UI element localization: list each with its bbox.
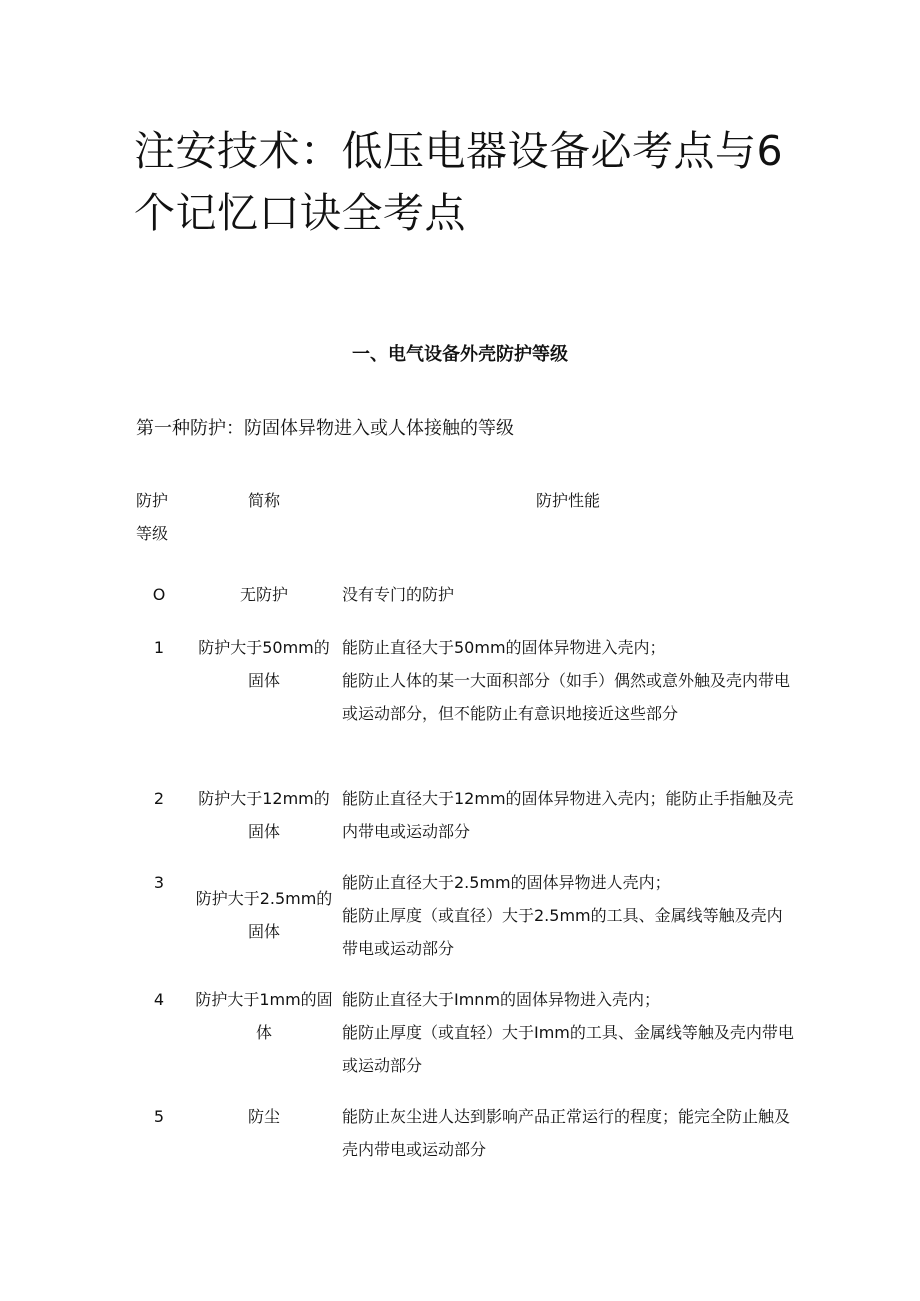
level-value: O — [152, 585, 166, 604]
abbreviation: 无防护 — [239, 585, 288, 604]
header-performance: 防护性能 — [535, 491, 600, 510]
level-value: 4 — [153, 990, 165, 1009]
level-value: 1 — [153, 638, 165, 657]
performance-line: 能防止人体的某一大面积部分（如手）偶然或意外触及壳内带电或运动部分，但不能防止有意识地接近这些部分 — [342, 671, 791, 723]
performance-text — [342, 631, 794, 730]
performance-text — [342, 578, 794, 611]
abbreviation: 防护大于1mm的固体 — [195, 990, 333, 1042]
performance-text — [342, 782, 794, 848]
level-value: 5 — [153, 1107, 165, 1126]
table-header-row — [136, 484, 796, 578]
table-row — [136, 578, 796, 631]
table-row — [136, 983, 796, 1100]
sub-heading: 第一种防护：防固体异物进入或人体接触的等级 — [136, 418, 514, 439]
performance-text — [342, 1100, 794, 1166]
performance-line: 能防止直径大于50mm的固体异物进入壳内； — [342, 638, 666, 657]
table-row — [136, 1100, 796, 1170]
header-abbreviation: 简称 — [247, 491, 280, 510]
performance-line: 能防止直径大于Imnm的固体异物进入壳内； — [342, 990, 661, 1009]
performance-line: 没有专门的防护 — [342, 585, 455, 604]
level-value: 3 — [153, 873, 165, 892]
performance-line: 能防止直径大于2.5mm的固体异物进人壳内； — [342, 873, 671, 892]
performance-text — [342, 983, 794, 1082]
document-title: 注安技术：低压电器设备必考点与6个记忆口诀全考点 — [134, 127, 784, 237]
table-row — [136, 866, 796, 983]
performance-line: 能防止灰尘进人达到影响产品正常运行的程度；能完全防止触及壳内带电或运动部分 — [342, 1107, 791, 1159]
table-row — [136, 631, 796, 782]
performance-line: 能防止厚度（或直轻）大于Imm的工具、金属线等触及壳内带电或运动部分 — [342, 1023, 794, 1075]
performance-text — [342, 866, 794, 965]
abbreviation: 防护大于2.5mm的固体 — [195, 889, 333, 941]
performance-line: 能防止厚度（或直径）大于2.5mm的工具、金属线等触及壳内带电或运动部分 — [342, 906, 783, 958]
section-heading: 一、电气设备外壳防护等级 — [352, 344, 568, 365]
protection-level-table — [136, 484, 796, 1170]
abbreviation: 防护大于50mm的固体 — [198, 638, 330, 690]
abbreviation: 防尘 — [247, 1107, 280, 1126]
header-level: 防护等级 — [136, 491, 169, 543]
abbreviation: 防护大于12mm的固体 — [198, 789, 330, 841]
level-value: 2 — [153, 789, 165, 808]
performance-line: 能防止直径大于12mm的固体异物进入壳内；能防止手指触及壳内带电或运动部分 — [342, 789, 794, 841]
table-row — [136, 782, 796, 866]
